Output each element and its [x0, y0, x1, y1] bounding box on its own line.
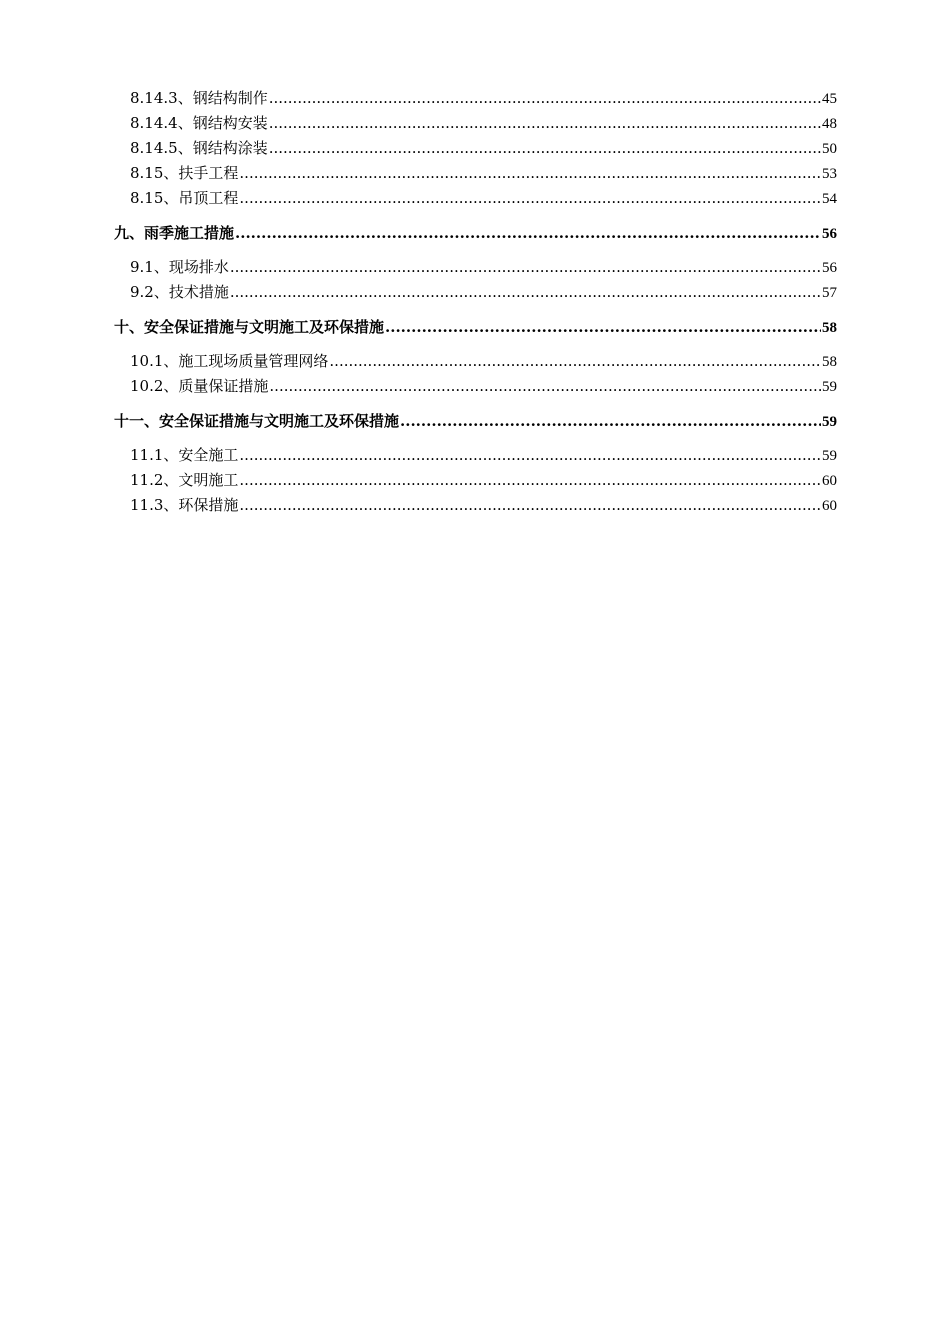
dot-leader — [385, 315, 821, 340]
toc-entry-title: 11.1、安全施工 — [130, 446, 239, 464]
toc-entry-title: 十、安全保证措施与文明施工及环保措施 — [114, 318, 385, 336]
dot-leader — [239, 186, 821, 211]
dot-leader — [400, 409, 821, 434]
toc-entry-title: 九、雨季施工措施 — [114, 224, 235, 242]
toc-entry-title: 10.1、施工现场质量管理网络 — [130, 352, 329, 370]
toc-entry-page: 57 — [822, 285, 837, 301]
dot-leader — [239, 443, 821, 468]
dot-leader — [239, 493, 821, 518]
toc-entry-page: 53 — [822, 166, 837, 182]
toc-entry-page: 58 — [822, 320, 837, 336]
toc-chapter-entry[interactable] — [114, 409, 837, 434]
toc-entry[interactable] — [114, 186, 837, 211]
toc-entry-title: 8.14.5、钢结构涂装 — [130, 139, 268, 157]
dot-leader — [230, 280, 821, 305]
toc-entry-page: 58 — [822, 354, 837, 370]
toc-chapter-entry[interactable] — [114, 315, 837, 340]
toc-entry[interactable] — [114, 374, 837, 399]
toc-entry-title: 10.2、质量保证措施 — [130, 377, 269, 395]
toc-entry[interactable] — [114, 111, 837, 136]
toc-entry-page: 50 — [822, 141, 837, 157]
dot-leader — [269, 86, 821, 111]
toc-entry-page: 54 — [822, 191, 837, 207]
toc-entry-page: 60 — [822, 498, 837, 514]
toc-entry-title: 8.14.3、钢结构制作 — [130, 89, 268, 107]
toc-entry-title: 8.15、扶手工程 — [130, 164, 239, 182]
toc-entry-page: 59 — [822, 414, 837, 430]
table-of-contents — [114, 86, 837, 518]
toc-entry-page: 48 — [822, 116, 837, 132]
toc-entry-title: 9.2、技术措施 — [130, 283, 229, 301]
toc-entry-title: 8.15、吊顶工程 — [130, 189, 239, 207]
toc-entry-page: 60 — [822, 473, 837, 489]
dot-leader — [269, 374, 821, 399]
dot-leader — [230, 255, 821, 280]
toc-entry[interactable] — [114, 86, 837, 111]
dot-leader — [239, 161, 821, 186]
toc-entry[interactable] — [114, 161, 837, 186]
dot-leader — [329, 349, 821, 374]
toc-entry-page: 56 — [822, 226, 837, 242]
toc-entry[interactable] — [114, 443, 837, 468]
toc-entry-page: 45 — [822, 91, 837, 107]
toc-entry[interactable] — [114, 493, 837, 518]
dot-leader — [239, 468, 821, 493]
toc-entry-title: 十一、安全保证措施与文明施工及环保措施 — [114, 412, 400, 430]
toc-entry-page: 59 — [822, 379, 837, 395]
dot-leader — [269, 136, 821, 161]
toc-entry-title: 9.1、现场排水 — [130, 258, 229, 276]
toc-entry[interactable] — [114, 349, 837, 374]
toc-entry-page: 59 — [822, 448, 837, 464]
toc-entry-title: 11.3、环保措施 — [130, 496, 239, 514]
toc-entry[interactable] — [114, 280, 837, 305]
toc-entry[interactable] — [114, 136, 837, 161]
dot-leader — [235, 221, 821, 246]
toc-chapter-entry[interactable] — [114, 221, 837, 246]
dot-leader — [269, 111, 821, 136]
toc-entry[interactable] — [114, 255, 837, 280]
toc-entry[interactable] — [114, 468, 837, 493]
toc-entry-title: 8.14.4、钢结构安装 — [130, 114, 268, 132]
toc-entry-page: 56 — [822, 260, 837, 276]
toc-entry-title: 11.2、文明施工 — [130, 471, 239, 489]
